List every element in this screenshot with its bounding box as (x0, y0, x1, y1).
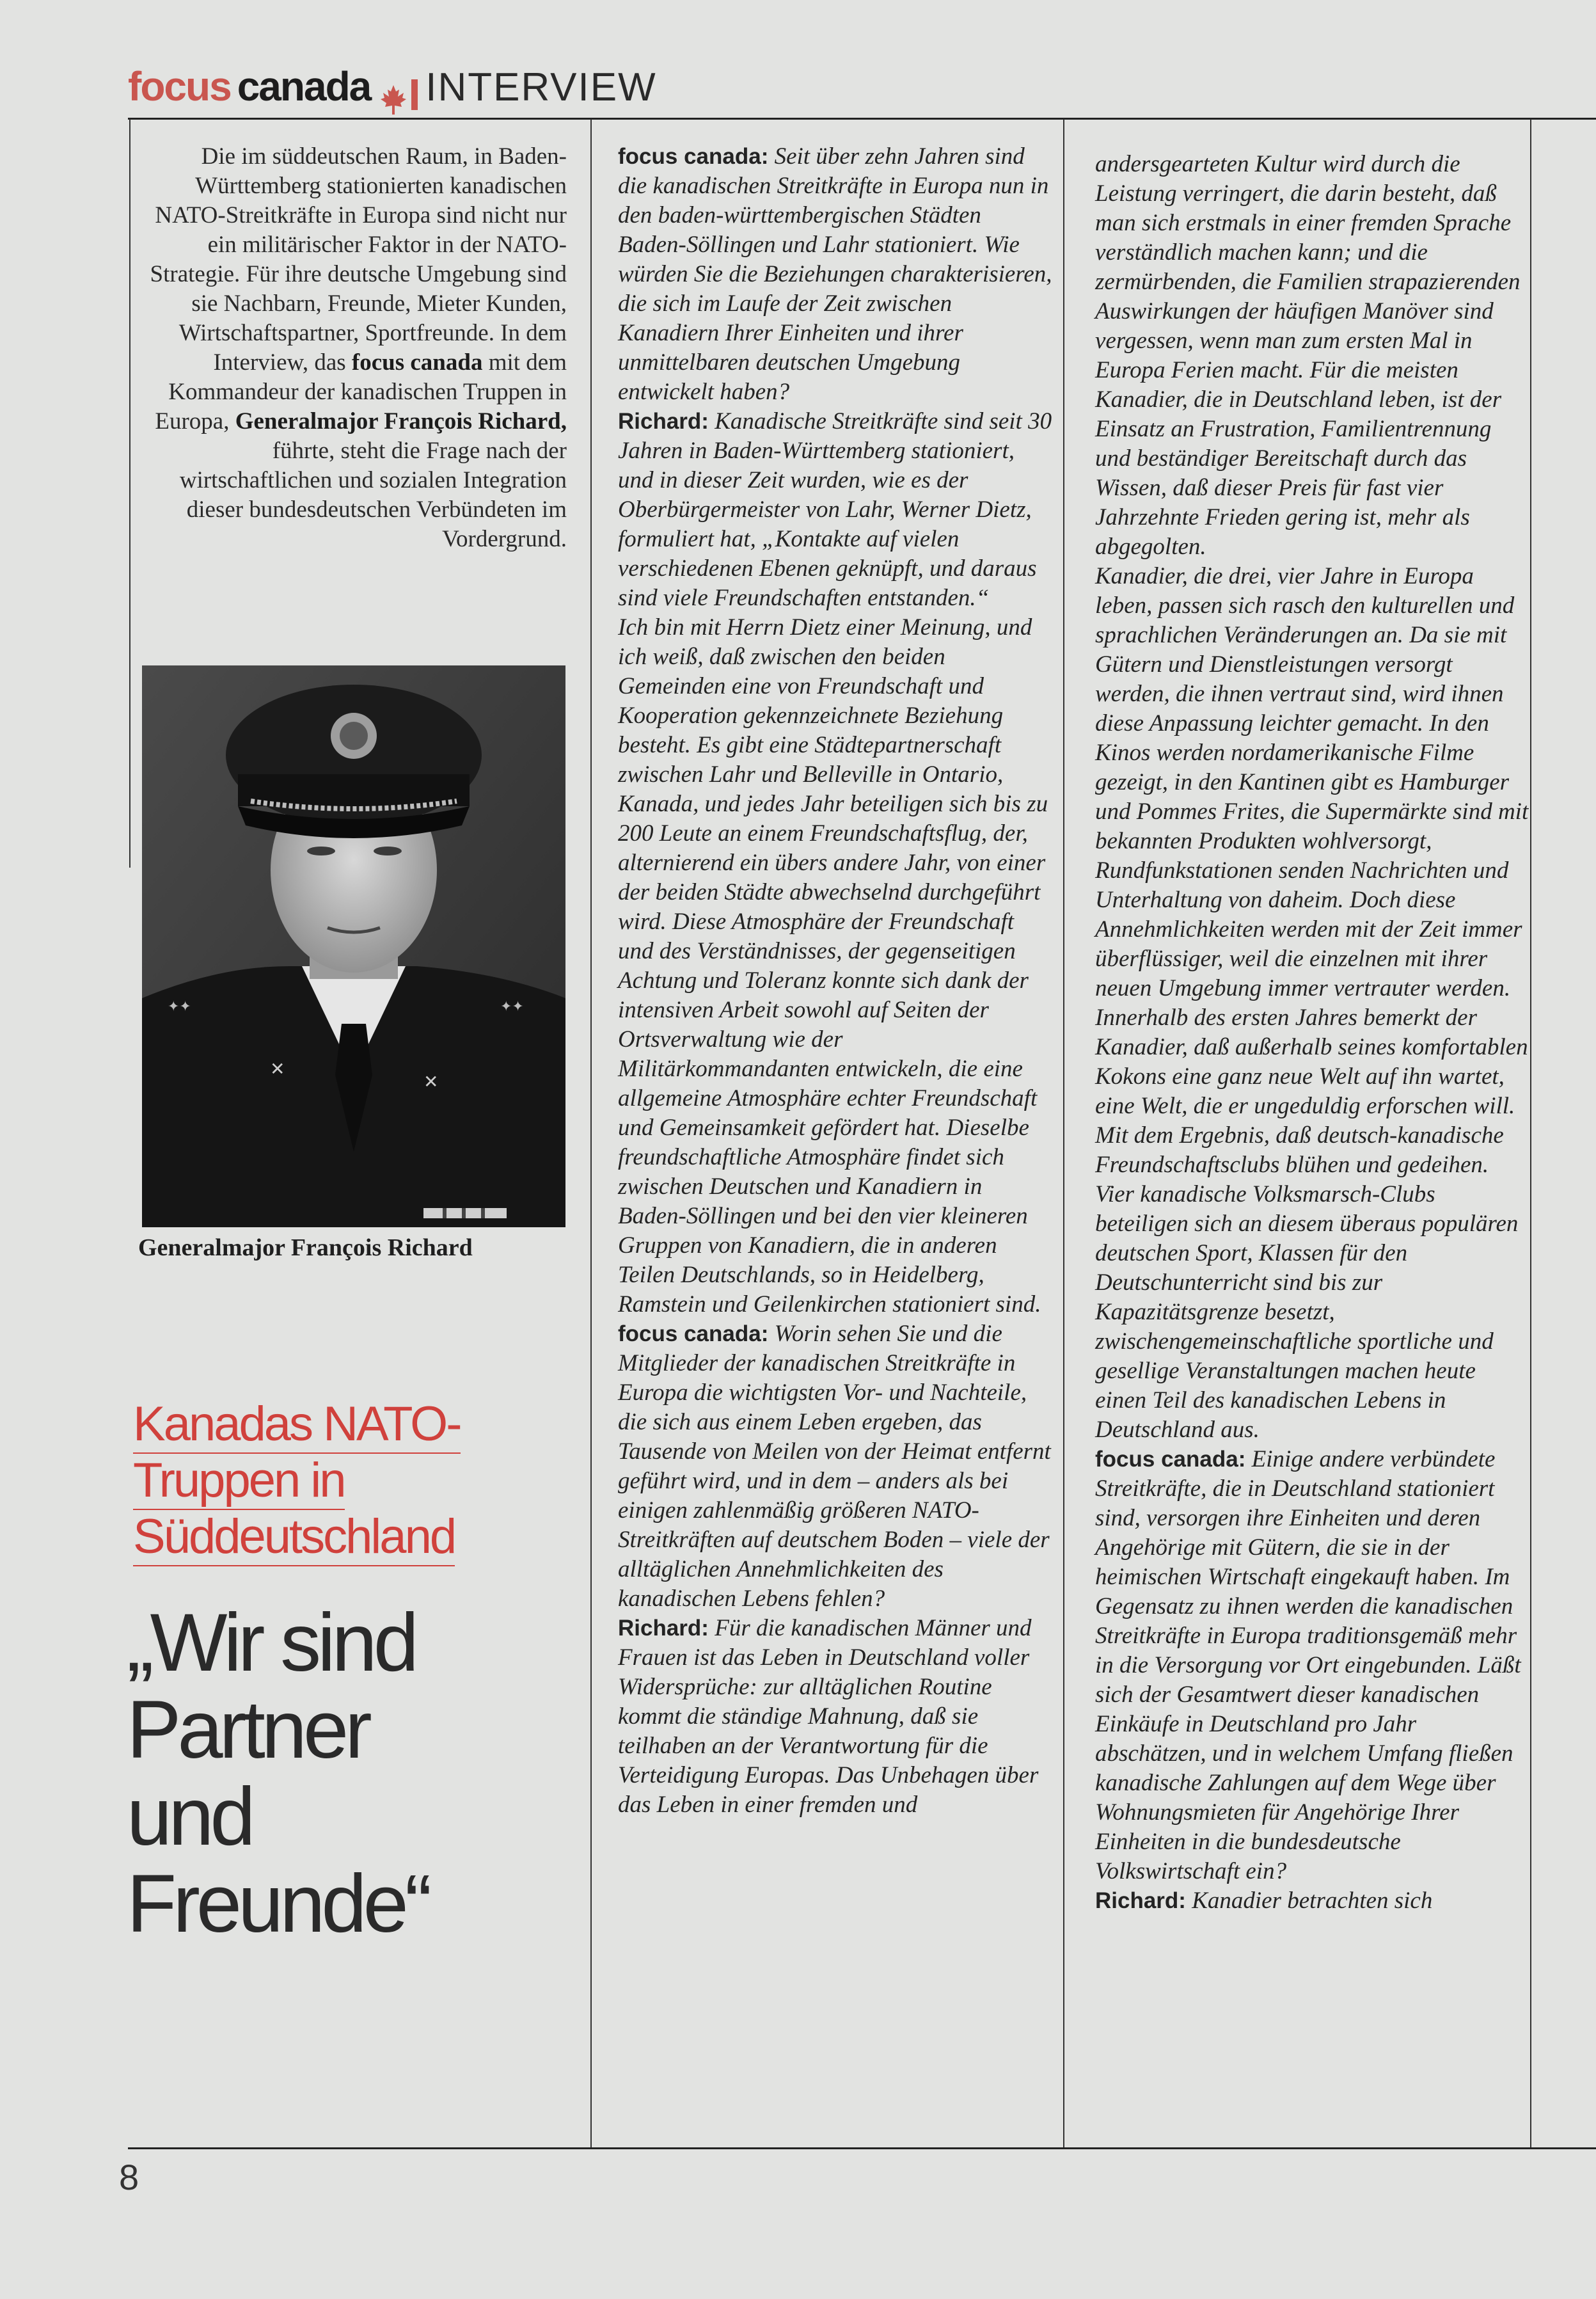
headline-quote (127, 1597, 485, 1950)
page-number: 8 (119, 2157, 139, 2197)
intro-paragraph (141, 142, 567, 554)
speaker-label: Richard: (1095, 1888, 1186, 1913)
column-divider (1063, 119, 1064, 2147)
answer-text: Für die kanadischen Männer und Frauen ist das Leben in Deutschland voller Widersprüche: zur alltäglichen Routine kommt die ständige Mahnung, daß sie teilhaben an der Verantwortung für die Verteidigung Europas. Das Unbehagen über das Leben in einer fremden und (618, 1615, 1039, 1818)
question-1 (618, 142, 1053, 407)
quote-line: Partner (127, 1684, 368, 1776)
svg-text:✦✦: ✦✦ (500, 999, 524, 1015)
masthead (128, 65, 657, 110)
quote-line: und (127, 1771, 252, 1863)
article-subheading (133, 1397, 491, 1566)
speaker-label: Richard: (618, 1616, 709, 1641)
svg-text:✕: ✕ (270, 1058, 285, 1079)
maple-leaf-icon (379, 78, 407, 110)
speaker-label: focus canada: (1095, 1447, 1246, 1472)
left-border (129, 119, 130, 868)
header-bar (411, 79, 418, 110)
intro-bold-magazine: focus canada (351, 349, 483, 376)
interview-column-3 (1095, 150, 1530, 1916)
speaker-label: Richard: (618, 409, 709, 434)
subhead-line: Kanadas NATO- (133, 1397, 461, 1454)
answer-3 (1095, 1886, 1530, 1916)
interview-column-2 (618, 142, 1053, 1820)
column-divider (590, 119, 592, 2147)
intro-text: Die im süddeutschen Raum, in Baden-Württemberg stationierten kanadischen NATO-Streitkräfte in Europa sind nicht nur ein militärischer Faktor in der NATO-Strategie. Für ihre deutsche Umgebung sind sie Nachbarn, Freunde, Mieter Kunden, Wirtschaftspartner, Sportfreunde. In dem Interview, das (150, 143, 567, 376)
photo-caption: Generalmajor François Richard (138, 1234, 473, 1261)
answer-1-continued: Ich bin mit Herrn Dietz einer Meinung, und ich weiß, daß zwischen den beiden Gemeinden eine von Freundschaft und Kooperation gekennzeichnete Beziehung besteht. Es gibt eine Städtepartnerschaft zwischen Lahr und Belleville in Ontario, Kanada, und jedes Jahr beteiligen sich bis zu 200 Leute an einem Freundschaftsflug, der, alternierend ein übers andere Jahr, von einer der beiden Städte abwechselnd durchgeführt wird. Diese Atmosphäre der Freundschaft und des Verständnisses, der gegenseitigen Achtung und Toleranz konnte sich dank der intensiven Arbeit sowohl auf Seiten der Ortsverwaltung wie der Militärkommandanten entwickeln, die eine allgemeine Atmosphäre echter Freundschaft und Gemeinsamkeit gefördert hat. Dieselbe freundschaftliche Atmosphäre findet sich zwischen Deutschen und Kanadiern in Baden-Söllingen und bei den vier kleineren Gruppen von Kanadiern, die in anderen Teilen Deutschlands, so in Heidelberg, Ramstein und Geilenkirchen stationiert sind. (618, 614, 1048, 1317)
intro-bold-name: Generalmajor François Richard, (235, 408, 567, 434)
speaker-label: focus canada: (618, 144, 769, 169)
intro-text: mit dem Kommandeur der kanadischen Truppen in Europa, (155, 349, 567, 434)
brand-canada: canada (237, 63, 371, 109)
speaker-label: focus canada: (618, 1321, 769, 1346)
answer-text: Kanadische Streitkräfte sind seit 30 Jahren in Baden-Württemberg stationiert, und in dieser Zeit wurden, wie es der Oberbürgermeister von Lahr, Werner Dietz, formuliert hat, „Kontakte auf vielen verschiedenen Ebenen geknüpft, und daraus sind viele Freundschaften entstanden.“ (618, 408, 1052, 611)
quote-line: „Wir sind (127, 1597, 415, 1689)
column-divider (1530, 119, 1531, 2147)
subhead-line: Süddeutschland (133, 1510, 455, 1566)
quote-line: Freunde“ (127, 1858, 429, 1950)
subhead-line: Truppen in (133, 1454, 345, 1510)
answer-2-continued: andersgearteten Kultur wird durch die Leistung verringert, die darin besteht, daß man sich erstmals in einer fremden Sprache verständlich machen kann; und die zermürbenden, die Familien strapazierenden Auswirkungen der häufigen Manöver sind vergessen, wenn man zum ersten Mal in Europa Ferien macht. Für die meisten Kanadier, die in Deutschland leben, ist der Einsatz an Frustration, Familientrennung und beständiger Bereitschaft durch das Wissen, daß dieser Preis für fast vier Jahrzehnte Frieden gering ist, mehr als abgegolten. (1095, 151, 1521, 560)
footer-rule (128, 2147, 1596, 2149)
portrait-photo (142, 665, 565, 1227)
question-text: Einige andere verbündete Streitkräfte, die in Deutschland stationiert sind, versorgen ihre Einheiten und deren Angehörige mit Gütern, die sie in der heimischen Wirtschaft eingekauft haben. Im Gegensatz zu ihnen werden die kanadischen Streitkräfte in Europa traditionsgemäß mehr in die Versorgung vor Ort eingebunden. Läßt sich der Gesamtwert dieser kanadischen Einkäufe in Deutschland pro Jahr abschätzen, und in welchem Umfang fließen kanadische Zahlungen auf dem Wege über Wohnungsmieten für Angehörige Ihrer Einheiten in die bundesdeutsche Volkswirtschaft ein? (1095, 1446, 1521, 1884)
question-3 (1095, 1445, 1530, 1886)
answer-text: Kanadier betrachten sich (1185, 1888, 1433, 1914)
question-2 (618, 1319, 1053, 1614)
answer-2-paragraph: Kanadier, die drei, vier Jahre in Europa leben, passen sich rasch den kulturellen und sprachlichen Veränderungen an. Da sie mit Gütern und Dienstleistungen versorgt werden, die ihnen vertraut sind, wird ihnen diese Anpassung leichter gemacht. In den Kinos werden nordamerikanische Filme gezeigt, in den Kantinen gibt es Hamburger und Pommes Frites, die Supermärkte sind mit bekannten Produkten wohlversorgt, Rundfunkstationen senden Nachrichten und Unterhaltung von daheim. Doch diese Annehmlichkeiten werden mit der Zeit immer überflüssiger, weil die einzelnen mit ihrer neuen Umgebung immer vertrauter werden. Innerhalb des ersten Jahres bemerkt der Kanadier, daß außerhalb seines komfortablen Kokons eine ganz neue Welt auf ihn wartet, eine Welt, die er ungeduldig erforschen will. Mit dem Ergebnis, daß deutsch-kanadische Freundschaftsclubs blühen und gedeihen. Vier kanadische Volksmarsch-Clubs beteiligen sich an diesem überaus populären deutschen Sport, Klassen für den Deutschunterricht sind bis zur Kapazitätsgrenze besetzt, zwischengemeinschaftliche sportliche und gesellige Veranstaltungen machen heute einen Teil des kanadischen Lebens in Deutschland aus. (1095, 563, 1529, 1443)
header-rule (128, 118, 1596, 120)
svg-text:✦✦: ✦✦ (168, 999, 191, 1015)
intro-text: führte, steht die Frage nach der wirtschaftlichen und sozialen Integration dieser bundesdeutschen Verbündeten im Vordergrund. (179, 438, 567, 552)
answer-2 (618, 1614, 1053, 1820)
section-title: INTERVIEW (425, 65, 657, 109)
question-text: Worin sehen Sie und die Mitglieder der kanadischen Streitkräfte in Europa die wichtigsten Vor- und Nachteile, die sich aus einem Leben ergeben, das Tausende von Meilen von der Heimat entfernt geführt wird, und in dem – anders als bei einigen zahlenmäßig größeren NATO-Streitkräften auf deutschem Boden – viele der alltäglichen Annehmlichkeiten des kanadischen Lebens fehlen? (618, 1321, 1051, 1612)
brand-focus: focus (128, 63, 231, 109)
svg-text:✕: ✕ (423, 1071, 439, 1092)
question-text: Seit über zehn Jahren sind die kanadischen Streitkräfte in Europa nun in den baden-württembergischen Städten Baden-Söllingen und Lahr stationiert. Wie würden Sie die Beziehungen charakterisieren, die sich im Laufe der Zeit zwischen Kanadiern Ihrer Einheiten und ihrer unmittelbaren deutschen Umgebung entwickelt haben? (618, 143, 1052, 405)
answer-1 (618, 407, 1053, 613)
